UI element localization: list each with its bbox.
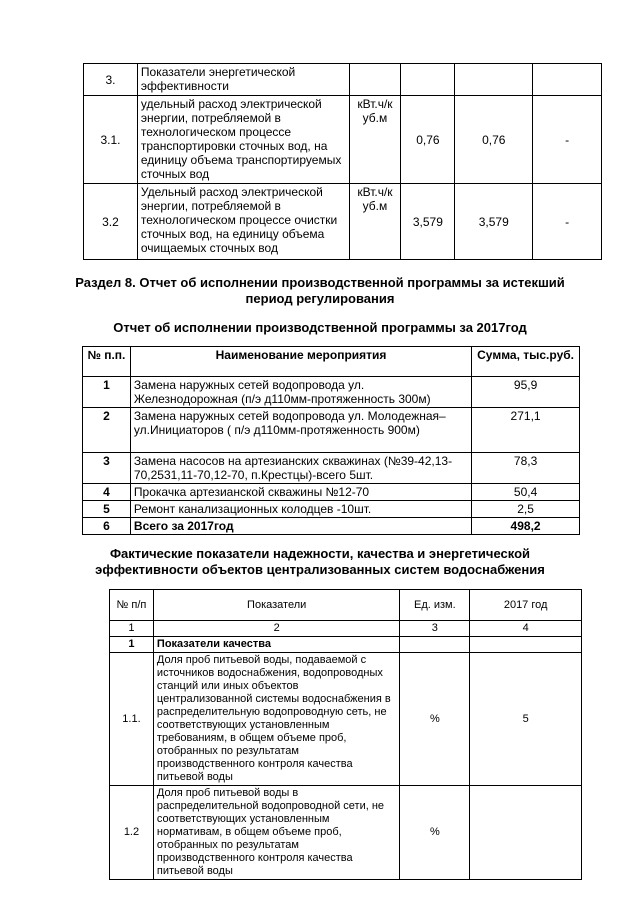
row-value-1 bbox=[401, 64, 455, 96]
table-row bbox=[83, 377, 580, 408]
row-name: Показатели качества bbox=[153, 637, 400, 653]
table-row bbox=[110, 653, 582, 786]
indicators-table bbox=[109, 589, 582, 880]
row-unit: кВт.ч/к уб.м bbox=[349, 184, 401, 260]
table-row bbox=[84, 64, 602, 96]
row-number: 1 bbox=[83, 377, 131, 408]
row-name: Всего за 2017год bbox=[130, 518, 471, 535]
row-unit: кВт.ч/к уб.м bbox=[349, 96, 401, 184]
row-number: 1.2 bbox=[110, 786, 154, 880]
row-number: 3.1. bbox=[84, 96, 138, 184]
indicators-title bbox=[0, 546, 640, 578]
header-sum: Сумма, тыс.руб. bbox=[472, 347, 580, 377]
row-name: Замена насосов на артезианских скважинах (№39-42,13-70,2531,11-70,12-70, п.Крестцы)-всего 5шт. bbox=[130, 453, 471, 484]
table-row bbox=[83, 484, 580, 501]
section-8-title-line1: Раздел 8. Отчет об исполнении производственной программы за истекший bbox=[75, 275, 565, 290]
row-number: 3. bbox=[84, 64, 138, 96]
indicators-title-line2: эффективности объектов централизованных систем водоснабжения bbox=[95, 562, 545, 577]
column-number: 1 bbox=[110, 621, 154, 637]
header-number: № п/п bbox=[110, 590, 154, 621]
table-row bbox=[83, 501, 580, 518]
row-name: Показатели энергетической эффективности bbox=[137, 64, 349, 96]
report-table-title: Отчет об исполнении производственной программы за 2017год bbox=[113, 320, 527, 335]
row-unit: % bbox=[400, 786, 470, 880]
row-sum: 95,9 bbox=[472, 377, 580, 408]
row-value-1: 0,76 bbox=[401, 96, 455, 184]
row-value-3: - bbox=[533, 184, 602, 260]
row-unit bbox=[400, 637, 470, 653]
header-unit: Ед. изм. bbox=[400, 590, 470, 621]
row-number: 6 bbox=[83, 518, 131, 535]
row-name: Доля проб питьевой воды, подаваемой с источников водоснабжения, водопроводных станций или иных объектов централизованной системы водоснабжения в распределительную водопроводную сеть, не соответствующих установленным требованиям, в общем объеме проб, отобранных по результатам производственного контроля качества питьевой воды bbox=[153, 653, 400, 786]
table-header-row bbox=[110, 590, 582, 621]
row-sum: 498,2 bbox=[472, 518, 580, 535]
row-sum: 78,3 bbox=[472, 453, 580, 484]
section-8-title-line2: период регулирования bbox=[245, 291, 395, 306]
energy-efficiency-table bbox=[83, 63, 602, 260]
row-value bbox=[470, 637, 582, 653]
row-value-2: 3,579 bbox=[455, 184, 533, 260]
table-section-row bbox=[110, 637, 582, 653]
table-row bbox=[83, 453, 580, 484]
row-sum: 50,4 bbox=[472, 484, 580, 501]
table-header-row bbox=[83, 347, 580, 377]
row-name: Прокачка артезианской скважины №12-70 bbox=[130, 484, 471, 501]
row-value-3: - bbox=[533, 96, 602, 184]
row-value: 5 bbox=[470, 653, 582, 786]
row-number: 3 bbox=[83, 453, 131, 484]
row-value bbox=[470, 786, 582, 880]
row-name: Удельный расход электрической энергии, потребляемой в технологическом процессе очистки сточных вод, на единицу объема очищаемых сточных вод bbox=[137, 184, 349, 260]
column-number: 2 bbox=[153, 621, 400, 637]
row-unit bbox=[349, 64, 401, 96]
row-name: Ремонт канализационных колодцев -10шт. bbox=[130, 501, 471, 518]
table-row bbox=[84, 96, 602, 184]
row-name: Замена наружных сетей водопровода ул. Молодежная– ул.Инициаторов ( п/э д110мм-протяженность 900м) bbox=[130, 408, 471, 453]
column-number: 3 bbox=[400, 621, 470, 637]
table-row bbox=[110, 786, 582, 880]
row-value-3 bbox=[533, 64, 602, 96]
column-number-row bbox=[110, 621, 582, 637]
row-name: Замена наружных сетей водопровода ул. Железнодорожная (п/э д110мм-протяженность 300м) bbox=[130, 377, 471, 408]
indicators-title-line1: Фактические показатели надежности, качества и энергетической bbox=[109, 546, 531, 561]
table-row bbox=[83, 408, 580, 453]
row-number: 3.2 bbox=[84, 184, 138, 260]
row-unit: % bbox=[400, 653, 470, 786]
row-sum: 271,1 bbox=[472, 408, 580, 453]
row-value-1: 3,579 bbox=[401, 184, 455, 260]
row-number: 1.1. bbox=[110, 653, 154, 786]
header-year: 2017 год bbox=[470, 590, 582, 621]
row-sum: 2,5 bbox=[472, 501, 580, 518]
header-name: Наименование мероприятия bbox=[130, 347, 471, 377]
header-number: № п.п. bbox=[83, 347, 131, 377]
row-value-2: 0,76 bbox=[455, 96, 533, 184]
section-8-title bbox=[0, 275, 640, 307]
table-row bbox=[84, 184, 602, 260]
row-value-2 bbox=[455, 64, 533, 96]
row-number: 1 bbox=[110, 637, 154, 653]
header-name: Показатели bbox=[153, 590, 400, 621]
row-number: 5 bbox=[83, 501, 131, 518]
row-number: 2 bbox=[83, 408, 131, 453]
column-number: 4 bbox=[470, 621, 582, 637]
row-name: удельный расход электрической энергии, потребляемой в технологическом процессе транспортировки сточных вод, на единицу объема транспортируемых сточных вод bbox=[137, 96, 349, 184]
program-report-table bbox=[82, 346, 580, 535]
row-name: Доля проб питьевой воды в распределительной водопроводной сети, не соответствующих установленным нормативам, в общем объеме проб, отобранных по результатам производственного контроля качества питьевой воды bbox=[153, 786, 400, 880]
table-total-row bbox=[83, 518, 580, 535]
row-number: 4 bbox=[83, 484, 131, 501]
